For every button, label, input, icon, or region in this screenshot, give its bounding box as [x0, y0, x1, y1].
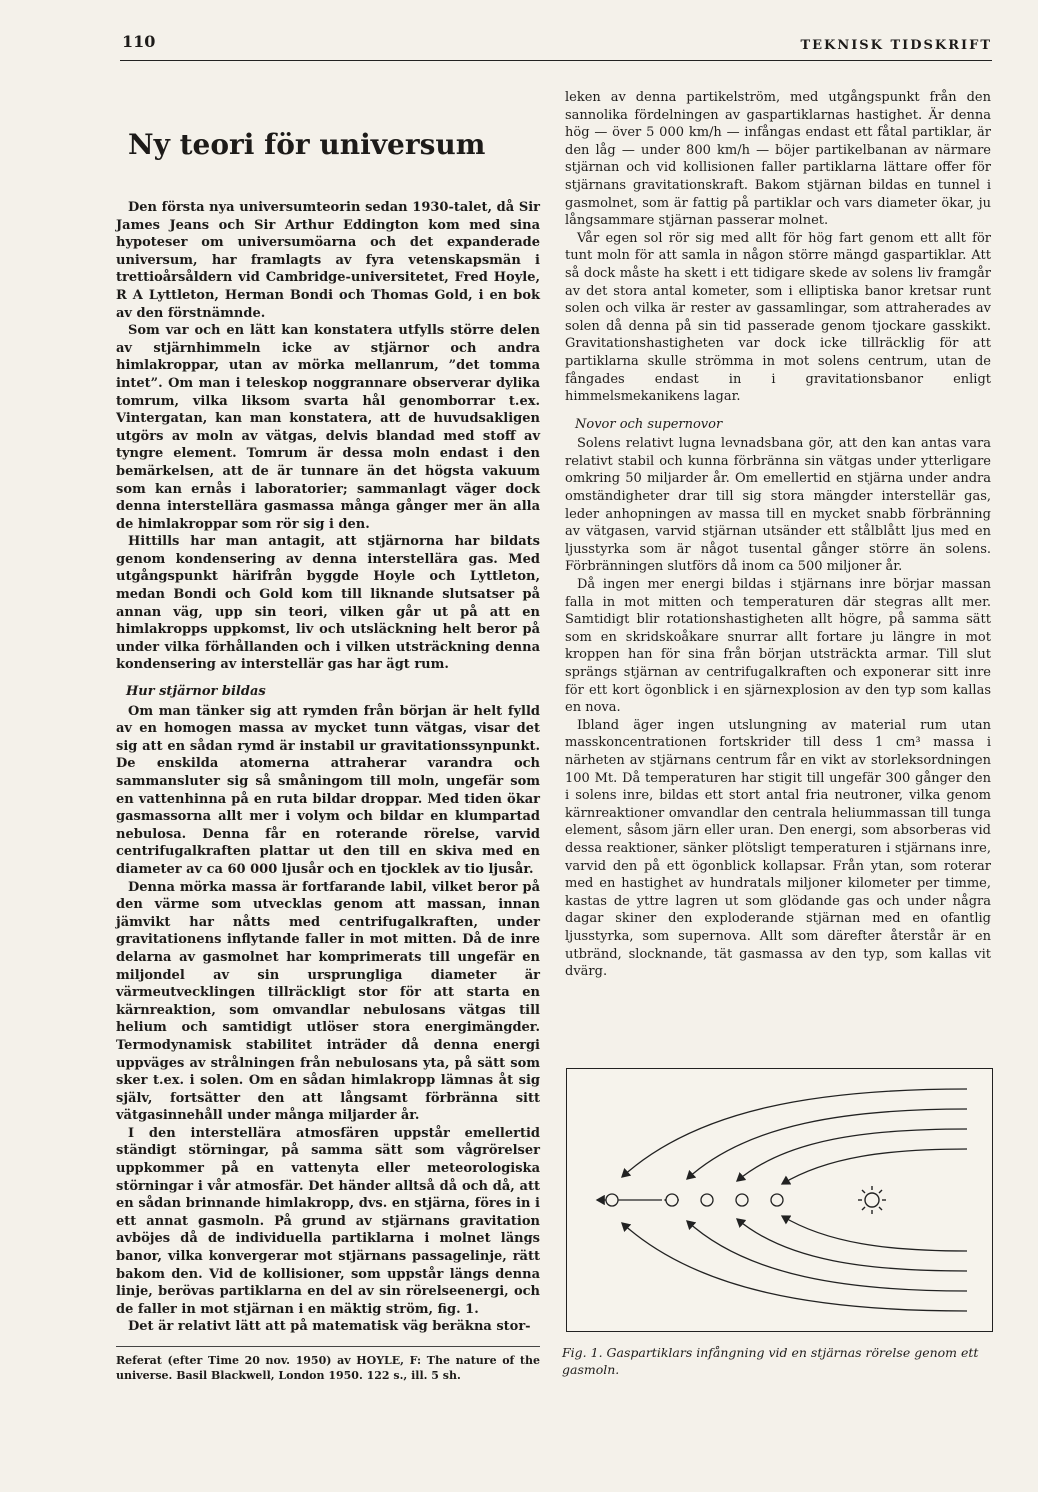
paragraph: Denna mörka massa är fortfarande labil, vilket beror på den värme som utvecklas genom att massan, innan jämvikt har nåtts med centrifugalkraften, under gravitationens inflytande faller in mot mitten. Då de inre delarna av gasmolnet har komprimerats till ungefär en miljondel av sin ursprungliga diameter är värmeutvecklingen tillräckligt stor för att starta en kärnreaktion, som omvandlar nebulosans vätgas till helium och samtidigt utlöser stora energimängder. Termodynamisk stabilitet inträder då denna energi uppväges av strålningen från nebulosans yta, på sätt som sker t.ex. i solen. Om en sådan himlakropp lämnas åt sig själv, fortsätter den att långsamt förbränna sitt vätgasinnehåll under många miljarder år.	[116, 879, 540, 1124]
paragraph: I den interstellära atmosfären uppstår emellertid ständigt störningar, på samma sätt som vågrörelser uppkommer på en vattenyta eller meteorologiska störningar i vår atmosfär. Det händer alltså då och då, att en sådan brinnande himlakropp, dvs. en stjärna, föres in i ett annat gasmoln. På grund av stjärnans gravitation avböjes då de individuella partiklarna i molnet längs banor, vilka konvergerar mot stjärnans passagelinje, rätt bakom den. Vid de kollisioner, som uppstår längs denna linje, berövas partiklarna en del av sin rörelseenergi, och de faller in mot stjärnan i en mäktig ström, fig. 1.	[116, 1125, 540, 1317]
paragraph: Ibland äger ingen utslungning av material rum utan masskoncentrationen fortskrider till dess 1 cm³ massa i närheten av stjärnans centrum får en vikt av storleksordningen 100 Mt. Då temperaturen har stigit till ungefär 300 gånger den i solens inre, bildas ett stort antal fria neutroner, vilka genom kärnreaktioner omvandlar den centrala heliummassan till tunga element, såsom järn eller uran. Den energi, som absorberas vid dessa reaktioner, sänker plötsligt temperaturen i stjärnans inre, varvid den på ett ögonblick kollapsar. Från ytan, som roterar med en hastighet av hundratals miljoner kilometer per timme, kastas de yttre lagren ut som glödande gas och under några dagar skiner den exploderande stjärnan med en ofantlig ljusstyrka, som supernova. Allt som därefter återstår är en utbränd, slocknande, tät gasmassa av den typ, som kallas vit dvärg.	[565, 717, 991, 980]
particle-capture-diagram	[567, 1069, 992, 1331]
section-heading: Hur stjärnor bildas	[126, 684, 266, 700]
left-column	[116, 128, 540, 1336]
reference-note: Referat (efter Time 20 nov. 1950) av HOYLE, F: The nature of the universe. Basil Blackwell, London 1950. 122 s., ill. 5 sh.	[116, 1346, 540, 1383]
paragraph: Hittills har man antagit, att stjärnorna har bildats genom kondensering av denna interstellära gas. Med utgångspunkt härifrån byggde Hoyle och Lyttleton, medan Bondi och Gold kom till liknande slutsatser på annan väg, upp sin teori, vilken går ut på att en himlakropps uppkomst, liv och utsläckning helt beror på under vilka förhållanden och i vilken utsträckning denna kondensering av interstellär gas har ägt rum.	[116, 534, 540, 673]
article-title: Ny teori för universum	[128, 128, 486, 161]
figure-1-illustration	[566, 1068, 993, 1332]
page-header	[120, 30, 992, 61]
paragraph: Då ingen mer energi bildas i stjärnans inre börjar massan falla in mot mitten och temperaturen där stegras allt mer. Samtidigt blir rotationshastigheten allt högre, på samma sätt som en skridskoåkare snurrar allt fortare ju längre in mot kroppen han för sina från början utsträckta armar. Till slut sprängs stjärnan av centrifugalkraften och exponerar sitt inre för ett kort ögonblick i en sjärnexplosion av den typ som kallas en nova.	[565, 577, 991, 716]
page-number: 110	[122, 32, 156, 51]
paragraph: Vår egen sol rör sig med allt för hög fart genom ett allt för tunt moln för att samla in någon större mängd gaspartiklar. Att så dock måste ha skett i ett tidigare skede av solens liv framgår av det stora antal kometer, som i elliptiska banor kretsar runt solen och vilka är rester av gassamlingar, som attraherades av solen då denna på sin tid passerade genom tjockare gasskikt. Gravitationshastigheten var dock icke tillräcklig för att partiklarna skulle strömma in mot solens centrum, utan de fångades endast in i gravitationsbanor enligt himmelsmekanikens lagar.	[565, 230, 991, 405]
paragraph: Den första nya universumteorin sedan 1930-talet, då Sir James Jeans och Sir Arthur Eddington kom med sina hypoteser om universumöarna och det expanderade universum, har framlagts av fyra vetenskapsmän i trettioårsåldern vid Cambridge-universitetet, Fred Hoyle, R A Lyttleton, Herman Bondi och Thomas Gold, i en bok av den förstnämnde.	[116, 200, 540, 321]
section-heading: Novor och supernovor	[575, 416, 723, 432]
paragraph: leken av denna partikelström, med utgångspunkt från den sannolika fördelningen av gaspartiklarnas hastighet. Är denna hög — över 5 000 km/h — infångas endast ett fåtal partiklar, är den låg — under 800 km/h — böjer partikelbanan av närmare stjärnan och vid kollisionen faller partiklarna lättare offer för stjärnans gravitationskraft. Bakom stjärnan bildas en tunnel i gasmolnet, som är fattig på partiklar och vars diameter ökar, ju långsammare stjärnan passerar molnet.	[565, 90, 991, 229]
paragraph: Solens relativt lugna levnadsbana gör, att den kan antas vara relativt stabil och kunna förbränna sin vätgas under ytterligare omkring 50 miljarder år. Om emellertid en stjärna under andra omständigheter drar till sig stora mängder interstellär gas, leder anhopningen av massa till en mycket snabb förbränning av vätgasen, varvid stjärnan utsänder ett stålblått ljus med en ljusstyrka som är något tusental gånger större än solens. Förbränningen slutförs då inom ca 500 miljoner år.	[565, 436, 991, 575]
journal-title: TEKNISK TIDSKRIFT	[800, 38, 992, 53]
paragraph: Om man tänker sig att rymden från början är helt fylld av en homogen massa av mycket tunn vätgas, visar det sig att en sådan rymd är instabil ur gravitationssynpunkt. De enskilda atomerna attraherar varandra och sammansluter sig så småningom till moln, ungefär som en vattenhinna på en ruta bildar droppar. Med tiden ökar gasmassorna allt mer i volym och bildar en klumpartad nebulosa. Denna får en roterande rörelse, varvid centrifugalkraften plattar ut den till en skiva med en diameter av ca 60 000 ljusår och en tjocklek av tio ljusår.	[116, 703, 540, 877]
right-column	[565, 89, 991, 981]
paragraph: Som var och en lätt kan konstatera utfylls större delen av stjärnhimmeln icke av stjärnor och andra himlakroppar, utan av mörka mellanrum, ”det tomma intet”. Om man i teleskop noggrannare observerar dylika tomrum, vilka liksom svarta hål genomborrar t.ex. Vintergatan, kan man konstatera, att de huvudsakligen utgörs av moln av vätgas, delvis blandad med stoff av tyngre element. Tomrum är dessa moln endast i den bemärkelsen, att de är tunnare än det högsta vakuum som kan ernås i laboratorier; sammanlagt väger dock denna interstellära gasmassa många gånger mer än alla de himlakroppar som rör sig i den.	[116, 323, 540, 532]
figure-caption: Fig. 1. Gaspartiklars infångning vid en stjärnas rörelse genom ett gasmoln.	[562, 1345, 979, 1377]
paragraph: Det är relativt lätt att på matematisk väg beräkna stor-	[128, 1319, 531, 1335]
